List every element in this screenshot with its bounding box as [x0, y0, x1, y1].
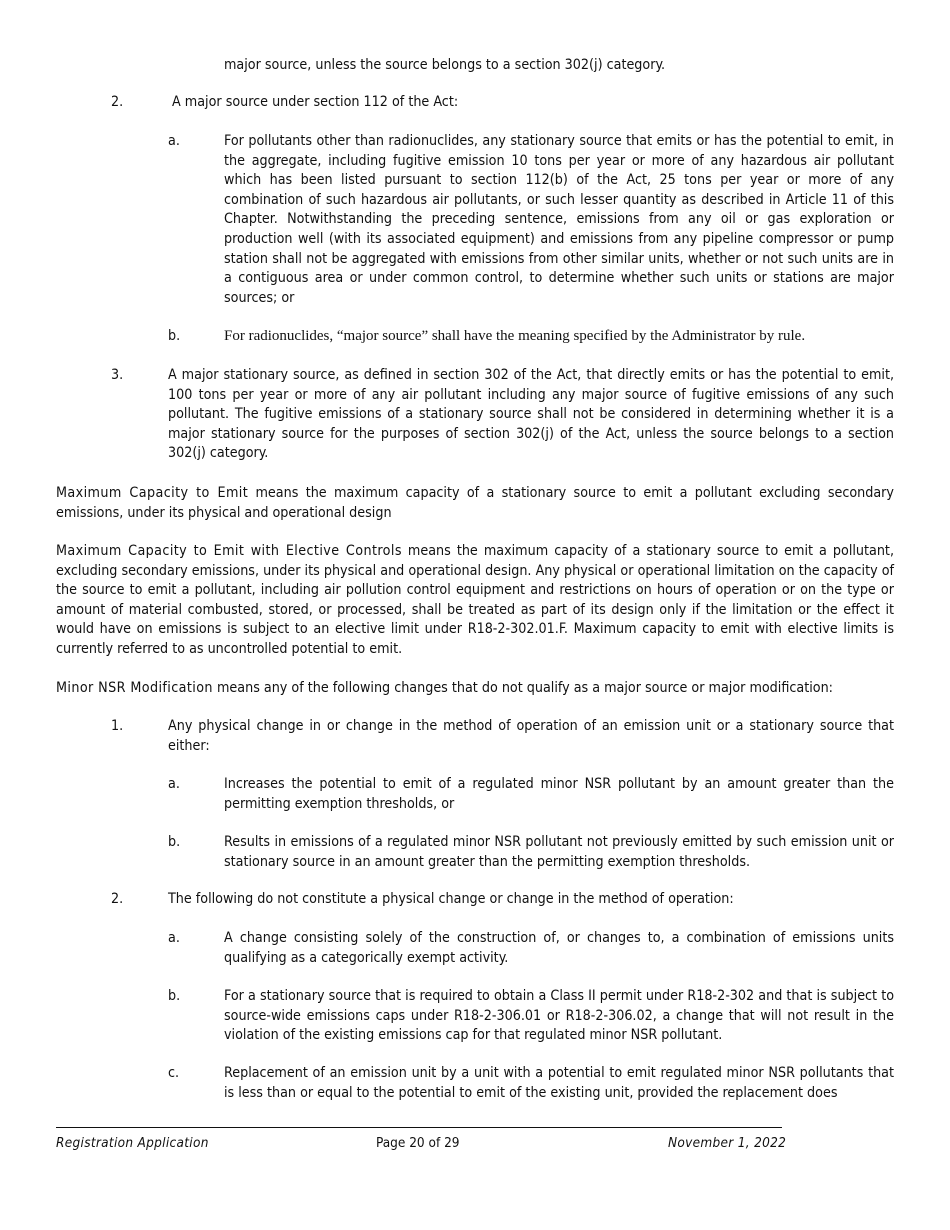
definition-minor-nsr-modification: [56, 679, 894, 699]
continuation-line: major source, unless the source belongs to a section 302(j) category.: [224, 57, 666, 73]
defined-term: Minor NSR Modification: [56, 680, 213, 696]
definition-text: means any of the following changes that do not qualify as a major source or major modification:: [212, 680, 833, 696]
list-letter: b.: [168, 988, 181, 1004]
list-letter: b.: [168, 834, 181, 850]
list-item-2a: For pollutants other than radionuclides, any stationary source that emits or has the potential to emit, in the aggregate, including fugitive emission 10 tons per year or more of any hazardous air pollutant which has been listed pursuant to section 112(b) of the Act, 25 tons per year or more of any combination of such hazardous air pollutants, or such lesser quantity as described in Article 11 of this Chapter. Notwithstanding the preceding sentence, emissions from any oil or gas exploration or production well (with its associated equipment) and emissions from any pipeline compressor or pump station shall not be aggregated with emissions from other similar units, whether or not such units are in a contiguous area or under common control, to determine whether such units or stations are major sources; or: [224, 133, 894, 306]
list-item-2: A major source under section 112 of the Act:: [172, 94, 459, 110]
definition-maximum-capacity-to-emit: [56, 484, 894, 523]
list-number: 2.: [111, 94, 124, 110]
minor-item-1: Any physical change in or change in the method of operation of an emission unit or a stationary source that either:: [168, 718, 894, 754]
minor-item-1a: Increases the potential to emit of a regulated minor NSR pollutant by an amount greater than the permitting exemption thresholds, or: [224, 776, 894, 812]
list-item-2b: For radionuclides, “major source” shall have the meaning specified by the Administrator by rule.: [224, 328, 806, 344]
list-letter: b.: [168, 328, 181, 344]
footer-divider: [56, 1127, 782, 1128]
minor-item-2b: For a stationary source that is required to obtain a Class II permit under R18-2-302 and that is subject to source-wide emissions caps under R18-2-306.01 or R18-2-306.02, a change that will not result in the violation of the existing emissions cap for that regulated minor NSR pollutant.: [224, 988, 894, 1044]
list-number: 3.: [111, 367, 124, 383]
minor-item-2c: Replacement of an emission unit by a unit with a potential to emit regulated minor NSR pollutants that is less than or equal to the potential to emit of the existing unit, provided the replacement does: [224, 1065, 894, 1101]
footer-doc-title: Registration Application: [56, 1135, 209, 1151]
definition-text: means the maximum capacity of a stationary source to emit a pollutant, excluding secondary emissions, under its physical and operational design. Any physical or operational limitation on the capacity of the source to emit a pollutant, including air pollution control equipment and restrictions on hours of operation or on the type or amount of material combusted, stored, or processed, shall be treated as part of its design only if the limitation or the effect it would have on emissions is subject to an elective limit under R18-2-302.01.F. Maximum capacity to emit with elective limits is currently referred to as uncontrolled potential to emit.: [56, 543, 894, 657]
definition-maximum-capacity-elective-controls: [56, 542, 894, 660]
list-number: 1.: [111, 718, 124, 734]
list-letter: a.: [168, 776, 180, 792]
list-item-3: A major stationary source, as defined in section 302 of the Act, that directly emits or has the potential to emit, 100 tons per year or more of any air pollutant including any major source of fugitive emissions of any such pollutant. The fugitive emissions of a stationary source shall not be considered in determining whether it is a major stationary source for the purposes of section 302(j) of the Act, unless the source belongs to a section 302(j) category.: [168, 367, 894, 462]
list-letter: a.: [168, 930, 180, 946]
defined-term: Maximum Capacity to Emit: [56, 485, 249, 501]
defined-term: Maximum Capacity to Emit with Elective Controls: [56, 543, 402, 559]
minor-item-1b: Results in emissions of a regulated minor NSR pollutant not previously emitted by such emission unit or stationary source in an amount greater than the permitting exemption thresholds.: [224, 834, 894, 870]
footer-date: November 1, 2022: [668, 1135, 787, 1151]
footer-page-number: Page 20 of 29: [376, 1135, 460, 1151]
list-letter: c.: [168, 1065, 180, 1081]
definition-text: means the maximum capacity of a stationary source to emit a pollutant excluding secondary emissions, under its physical and operational design: [56, 485, 894, 521]
minor-item-2: The following do not constitute a physical change or change in the method of operation:: [168, 891, 734, 907]
list-letter: a.: [168, 133, 180, 149]
list-number: 2.: [111, 891, 124, 907]
minor-item-2a: A change consisting solely of the construction of, or changes to, a combination of emissions units qualifying as a categorically exempt activity.: [224, 930, 894, 966]
